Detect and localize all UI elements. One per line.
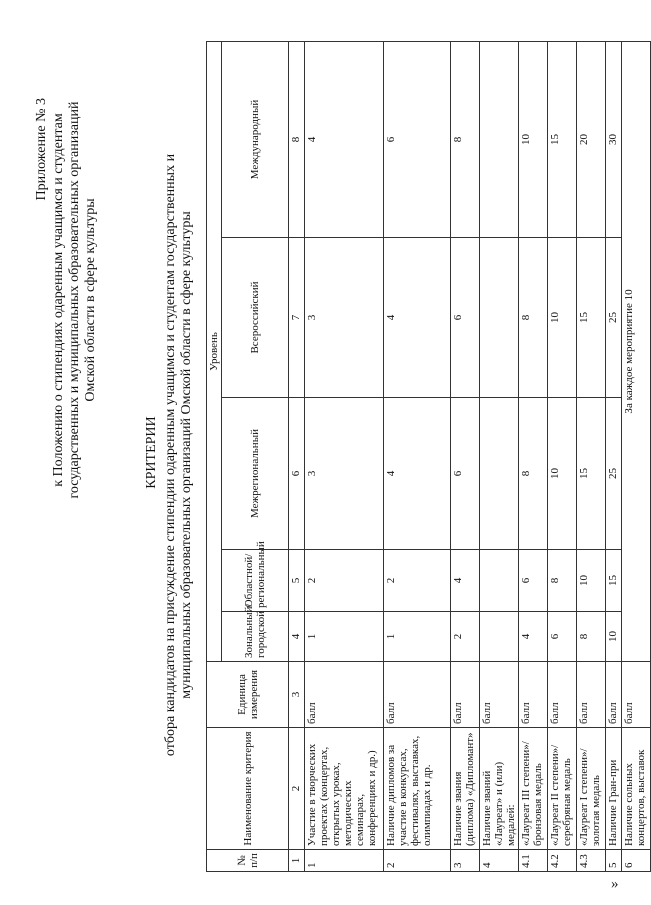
table-row (451, 41, 480, 871)
document-subtitle (163, 105, 195, 805)
value-zonal: 6 (548, 612, 577, 662)
row-num: 6 (622, 850, 651, 872)
merged-value: За каждое мероприятие 10 (622, 41, 651, 661)
header-num: № п/п (207, 850, 289, 872)
value-national: 25 (606, 238, 622, 398)
criteria-table (206, 41, 651, 872)
value-regional: 6 (519, 550, 548, 612)
column-number: 2 (289, 728, 305, 850)
row-name: «Лауреат III степени»/ бронзовая медаль (519, 728, 548, 850)
row-name: Наличие званий «Лауреат» и (или) медалей: (480, 728, 519, 850)
value-international: 4 (305, 41, 384, 237)
row-unit: балл (384, 662, 451, 728)
value-international (480, 41, 519, 237)
table-row (548, 41, 577, 871)
value-interregional: 3 (305, 398, 384, 550)
row-unit: балл (480, 662, 519, 728)
document-title: КРИТЕРИИ (144, 416, 159, 489)
row-num: 5 (606, 850, 622, 872)
row-name: «Лауреат II степени»/ серебряная медаль (548, 728, 577, 850)
row-num: 3 (451, 850, 480, 872)
row-name: Наличие звания (диплома) «Дипломант» (451, 728, 480, 850)
subtitle-line: отбора кандидатов на присуждение стипендии одаренным учащимся и студентам государственных и (163, 153, 178, 757)
column-number: 5 (289, 550, 305, 612)
value-international: 8 (451, 41, 480, 237)
table-row (305, 41, 384, 871)
value-international: 6 (384, 41, 451, 237)
row-unit: балл (519, 662, 548, 728)
row-name: Наличие дипломов за участие в конкурсах, фестивалях, выставках, олимпиадах и др. (384, 728, 451, 850)
table-row (577, 41, 606, 871)
value-national (480, 238, 519, 398)
value-international: 20 (577, 41, 606, 237)
appendix-line: Омской области в сфере культуры (83, 198, 98, 402)
value-international: 10 (519, 41, 548, 237)
value-interregional: 15 (577, 398, 606, 550)
column-number-row (289, 41, 305, 871)
value-zonal: 1 (305, 612, 384, 662)
header-name: Наименование критерия (207, 728, 289, 850)
value-zonal (480, 612, 519, 662)
row-num: 4 (480, 850, 519, 872)
row-unit: балл (606, 662, 622, 728)
header-national: Всероссийский (222, 238, 289, 398)
header-international: Международный (222, 41, 289, 237)
column-number: 6 (289, 398, 305, 550)
row-num: 2 (384, 850, 451, 872)
table-row (519, 41, 548, 871)
value-zonal: 1 (384, 612, 451, 662)
row-name: Наличие Гран-при (606, 728, 622, 850)
row-name: Наличие сольных концертов, выставок (622, 728, 651, 850)
page-continuation-mark: » (611, 876, 619, 892)
table-row (384, 41, 451, 871)
column-number: 4 (289, 612, 305, 662)
value-national: 3 (305, 238, 384, 398)
value-regional: 2 (305, 550, 384, 612)
value-national: 10 (548, 238, 577, 398)
appendix-title: Приложение № 3 (34, 98, 49, 201)
value-regional: 8 (548, 550, 577, 612)
header-regional: Областной/ региональный (222, 550, 289, 612)
value-zonal: 10 (606, 612, 622, 662)
value-regional: 10 (577, 550, 606, 612)
appendix-line: государственных и муниципальных образовательных организаций (67, 101, 82, 499)
value-interregional: 6 (451, 398, 480, 550)
value-interregional: 4 (384, 398, 451, 550)
value-zonal: 4 (519, 612, 548, 662)
value-national: 6 (451, 238, 480, 398)
subtitle-line: муниципальных образовательных организаций Омской области в сфере культуры (179, 211, 194, 699)
row-unit: балл (622, 662, 651, 728)
row-num: 4.2 (548, 850, 577, 872)
value-interregional (480, 398, 519, 550)
row-unit: балл (305, 662, 384, 728)
table-row (480, 41, 519, 871)
row-unit: балл (577, 662, 606, 728)
value-interregional: 8 (519, 398, 548, 550)
row-num: 4.3 (577, 850, 606, 872)
value-regional (480, 550, 519, 612)
row-num: 1 (305, 850, 384, 872)
row-num: 4.1 (519, 850, 548, 872)
table-row (606, 41, 622, 871)
header-unit: Единица измерения (207, 662, 289, 728)
header-level: Уровень (207, 41, 222, 661)
header-zonal: Зональный/ городской (222, 612, 289, 662)
value-national: 8 (519, 238, 548, 398)
value-interregional: 10 (548, 398, 577, 550)
appendix-block (34, 60, 99, 540)
value-national: 15 (577, 238, 606, 398)
column-number: 1 (289, 850, 305, 872)
appendix-line: к Положению о стипендиях одаренным учащимся и студентам (51, 113, 66, 487)
value-regional: 2 (384, 550, 451, 612)
value-international: 30 (606, 41, 622, 237)
value-national: 4 (384, 238, 451, 398)
value-interregional: 25 (606, 398, 622, 550)
value-regional: 4 (451, 550, 480, 612)
value-zonal: 8 (577, 612, 606, 662)
column-number: 8 (289, 41, 305, 237)
row-name: Участие в творческих проектах (концертах, открытых уроках, методических семинарах, конференциях и др.) (305, 728, 384, 850)
value-regional: 15 (606, 550, 622, 612)
column-number: 7 (289, 238, 305, 398)
row-unit: балл (451, 662, 480, 728)
value-zonal: 2 (451, 612, 480, 662)
table-row (622, 41, 651, 871)
header-interregional: Межрегиональный (222, 398, 289, 550)
row-name: «Лауреат I степени»/ золотая медаль (577, 728, 606, 850)
row-unit: балл (548, 662, 577, 728)
value-international: 15 (548, 41, 577, 237)
column-number: 3 (289, 662, 305, 728)
